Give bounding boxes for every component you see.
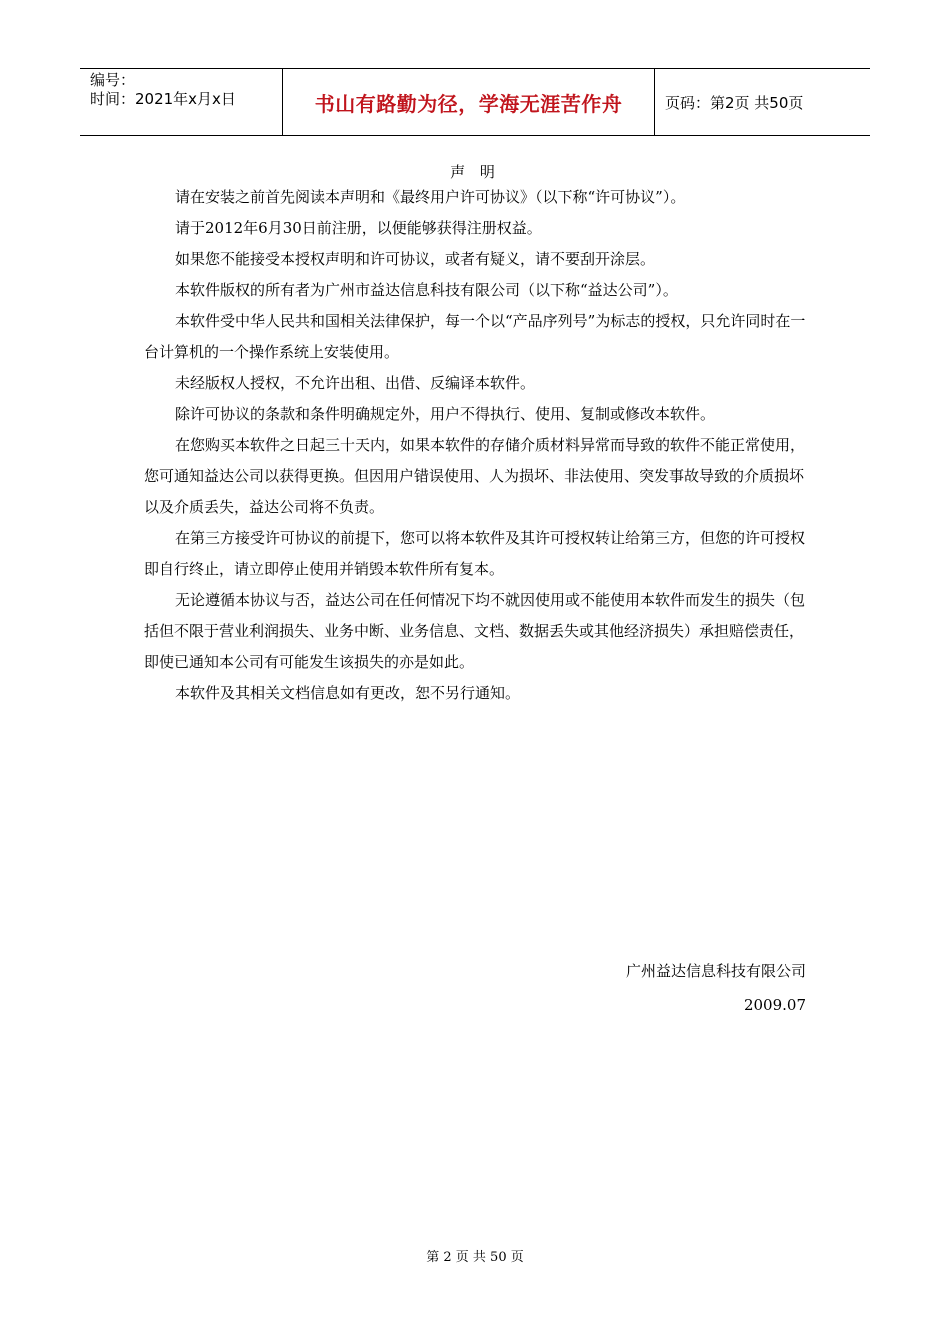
paragraph: 在您购买本软件之日起三十天内，如果本软件的存储介质材料异常而导致的软件不能正常使用，您可通知益达公司以获得更换。但因用户错误使用、人为损坏、非法使用、突发事故导致的介质损坏以及介质丢失，益达公司将不负责。 (144, 436, 806, 516)
header-number-label: 编号： (90, 71, 136, 89)
paragraph: 在第三方接受许可协议的前提下，您可以将本软件及其许可授权转让给第三方，但您的许可授权即自行终止，请立即停止使用并销毁本软件所有复本。 (144, 529, 806, 578)
paragraph: 本软件版权的所有者为广州市益达信息科技有限公司（以下称“益达公司”）。 (175, 281, 678, 299)
page-header (80, 68, 870, 136)
signature-date: 2009.07 (743, 996, 806, 1014)
page-footer: 第 2 页 共 50 页 (426, 1250, 524, 1265)
header-motto-cell (282, 69, 655, 135)
signature-company: 广州益达信息科技有限公司 (625, 962, 806, 980)
paragraph: 如果您不能接受本授权声明和许可协议，或者有疑义，请不要刮开涂层。 (175, 250, 656, 268)
header-motto: 书山有路勤为径，学海无涯苦作舟 (314, 91, 623, 116)
document-title: 声 明 (450, 163, 500, 181)
document-body (144, 182, 806, 709)
header-meta-cell (80, 69, 282, 135)
paragraph: 请在安装之前首先阅读本声明和《最终用户许可协议》（以下称“许可协议”）。 (175, 188, 686, 206)
paragraph: 本软件受中华人民共和国相关法律保护，每一个以“产品序列号”为标志的授权，只允许同时在一台计算机的一个操作系统上安装使用。 (144, 312, 806, 361)
paragraph: 本软件及其相关文档信息如有更改，恕不另行通知。 (175, 684, 521, 702)
header-time-label: 时间：2021年x月x日 (90, 90, 236, 108)
paragraph: 未经版权人授权，不允许出租、出借、反编译本软件。 (175, 374, 536, 392)
paragraph: 除许可协议的条款和条件明确规定外，用户不得执行、使用、复制或修改本软件。 (175, 405, 716, 423)
paragraph: 请于2012年6月30日前注册，以便能够获得注册权益。 (175, 219, 542, 237)
header-page-info: 页码：第2页 共50页 (665, 93, 804, 112)
paragraph: 无论遵循本协议与否，益达公司在任何情况下均不就因使用或不能使用本软件而发生的损失（包括但不限于营业利润损失、业务中断、业务信息、文档、数据丢失或其他经济损失）承担赔偿责任，即使已通知本公司有可能发生该损失的亦是如此。 (144, 591, 806, 671)
header-page-cell (655, 69, 870, 135)
